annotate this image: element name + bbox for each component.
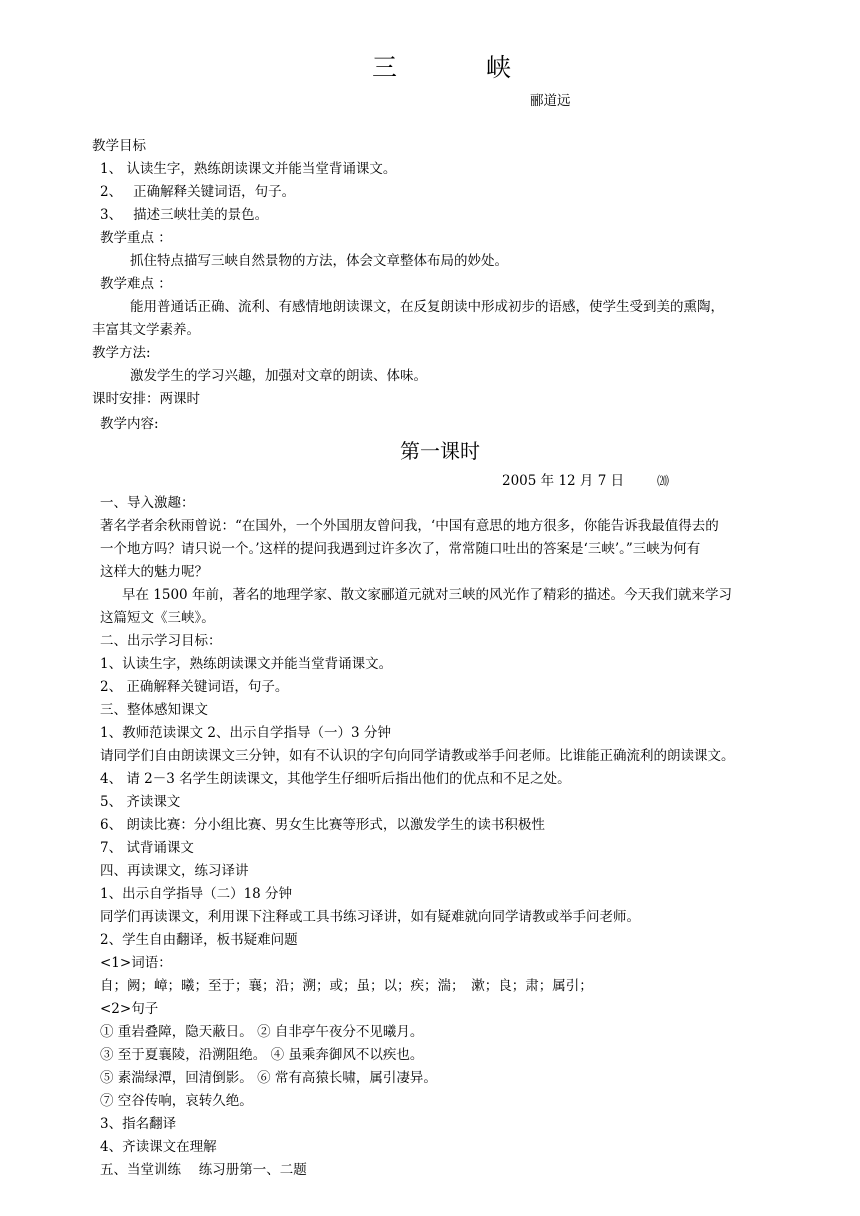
sentence-7: ⑦ 空谷传响，哀转久绝。 bbox=[100, 1093, 253, 1109]
title-char-1: 三 bbox=[372, 53, 398, 82]
step-4-read: 4、齐读课文在理解 bbox=[100, 1139, 217, 1155]
step-6: 6、 朗读比赛：分小组比赛、男女生比赛等形式，以激发学生的读书积极性 bbox=[100, 817, 545, 833]
section-heading-key-points: 教学重点 ： bbox=[100, 230, 172, 246]
step-7: 7、 试背诵课文 bbox=[100, 840, 194, 856]
goal-2: 2、 正确解释关键词语，句子。 bbox=[100, 679, 289, 695]
step-guide-text: 请同学们自由朗读课文三分钟，如有不认识的字句向同学请教或举手问老师。比谁能正确流利的朗读课文。 bbox=[100, 748, 735, 764]
section-heading-difficulties: 教学难点 ： bbox=[100, 276, 172, 292]
lesson-date: 2005 年 12 月 7 日 bbox=[502, 473, 625, 489]
intro-paragraph2-line-2: 这篇短文《三峡》。 bbox=[100, 610, 215, 626]
step-3-translate: 3、指名翻译 bbox=[100, 1116, 177, 1132]
goal-1: 1、认读生字，熟练朗读课文并能当堂背诵课文。 bbox=[100, 656, 393, 672]
methods-text: 激发学生的学习兴趣，加强对文章的朗读、体味。 bbox=[130, 368, 427, 384]
lesson-number-mark: ⒇ bbox=[657, 474, 670, 488]
sentences-heading: <2>句子 bbox=[100, 1001, 159, 1017]
difficulties-text: 能用普通话正确、流利、有感情地朗读课文，在反复朗读中形成初步的语感，使学生受到美的熏陶， bbox=[130, 299, 724, 315]
sentences-1-2: ① 重岩叠障，隐天蔽日。 ② 自非亭午夜分不见曦月。 bbox=[100, 1024, 424, 1040]
lesson-title: 第一课时 bbox=[400, 439, 480, 463]
objective-2: 2、 正确解释关键词语，句子。 bbox=[100, 184, 296, 200]
sentences-3-4: ③ 至于夏襄陵，沿溯阻绝。 ④ 虽乘奔御风不以疾也。 bbox=[100, 1047, 424, 1063]
section-heading-content: 教学内容: bbox=[100, 416, 159, 432]
step-1-2: 1、教师范读课文 2、出示自学指导（一）3 分钟 bbox=[100, 725, 391, 741]
step-5: 5、 齐读课文 bbox=[100, 794, 181, 810]
part-3-heading: 三、整体感知课文 bbox=[100, 702, 208, 718]
words-list: 自；阙；嶂；曦；至于；襄；沿；溯；或；虽；以；疾；湍； 漱；良；肃；属引； bbox=[100, 978, 593, 994]
intro-paragraph2-line-1: 早在 1500 年前，著名的地理学家、散文家郦道元就对三峡的风光作了精彩的描述。今天我们就来学习 bbox=[122, 587, 732, 603]
intro-paragraph-line-3: 这样大的魅力呢？ bbox=[100, 564, 208, 580]
sentences-5-6: ⑤ 素湍绿潭，回清倒影。 ⑥ 常有高猿长啸，属引凄异。 bbox=[100, 1070, 437, 1086]
section-heading-objectives: 教学目标 bbox=[92, 138, 146, 154]
title-char-2: 峡 bbox=[486, 53, 512, 82]
intro-paragraph-line-1: 著名学者余秋雨曾说：“在国外，一个外国朋友曾问我，‘中国有意思的地方很多，你能告诉我最值得去的 bbox=[100, 518, 719, 534]
author: 郦道远 bbox=[530, 93, 571, 109]
part-5-heading: 五、当堂训练 练习册第一、二题 bbox=[100, 1162, 307, 1178]
words-heading: <1>词语： bbox=[100, 955, 172, 971]
guide-2: 1、出示自学指导（二）18 分钟 bbox=[100, 886, 293, 902]
translate-step: 2、学生自由翻译，板书疑难问题 bbox=[100, 932, 298, 948]
step-4: 4、 请 2－3 名学生朗读课文，其他学生仔细听后指出他们的优点和不足之处。 bbox=[100, 771, 571, 787]
schedule: 课时安排：两课时 bbox=[92, 391, 200, 407]
guide-2-text: 同学们再读课文，利用课下注释或工具书练习译讲，如有疑难就向同学请教或举手问老师。 bbox=[100, 909, 640, 925]
part-4-heading: 四、再读课文，练习译讲 bbox=[100, 863, 249, 879]
objective-1: 1、 认读生字，熟练朗读课文并能当堂背诵课文。 bbox=[100, 161, 397, 177]
section-heading-methods: 教学方法: bbox=[92, 345, 151, 361]
difficulties-text-cont: 丰富其文学素养。 bbox=[92, 322, 200, 338]
part-1-heading: 一、导入激趣： bbox=[100, 495, 195, 511]
objective-3: 3、 描述三峡壮美的景色。 bbox=[100, 207, 269, 223]
part-2-heading: 二、出示学习目标： bbox=[100, 633, 222, 649]
intro-paragraph-line-2: 一个地方吗？请只说一个。’这样的提问我遇到过许多次了，常常随口吐出的答案是‘三峡’。”三峡为何有 bbox=[100, 541, 701, 557]
key-points-text: 抓住特点描写三峡自然景物的方法，体会文章整体布局的妙处。 bbox=[130, 253, 508, 269]
